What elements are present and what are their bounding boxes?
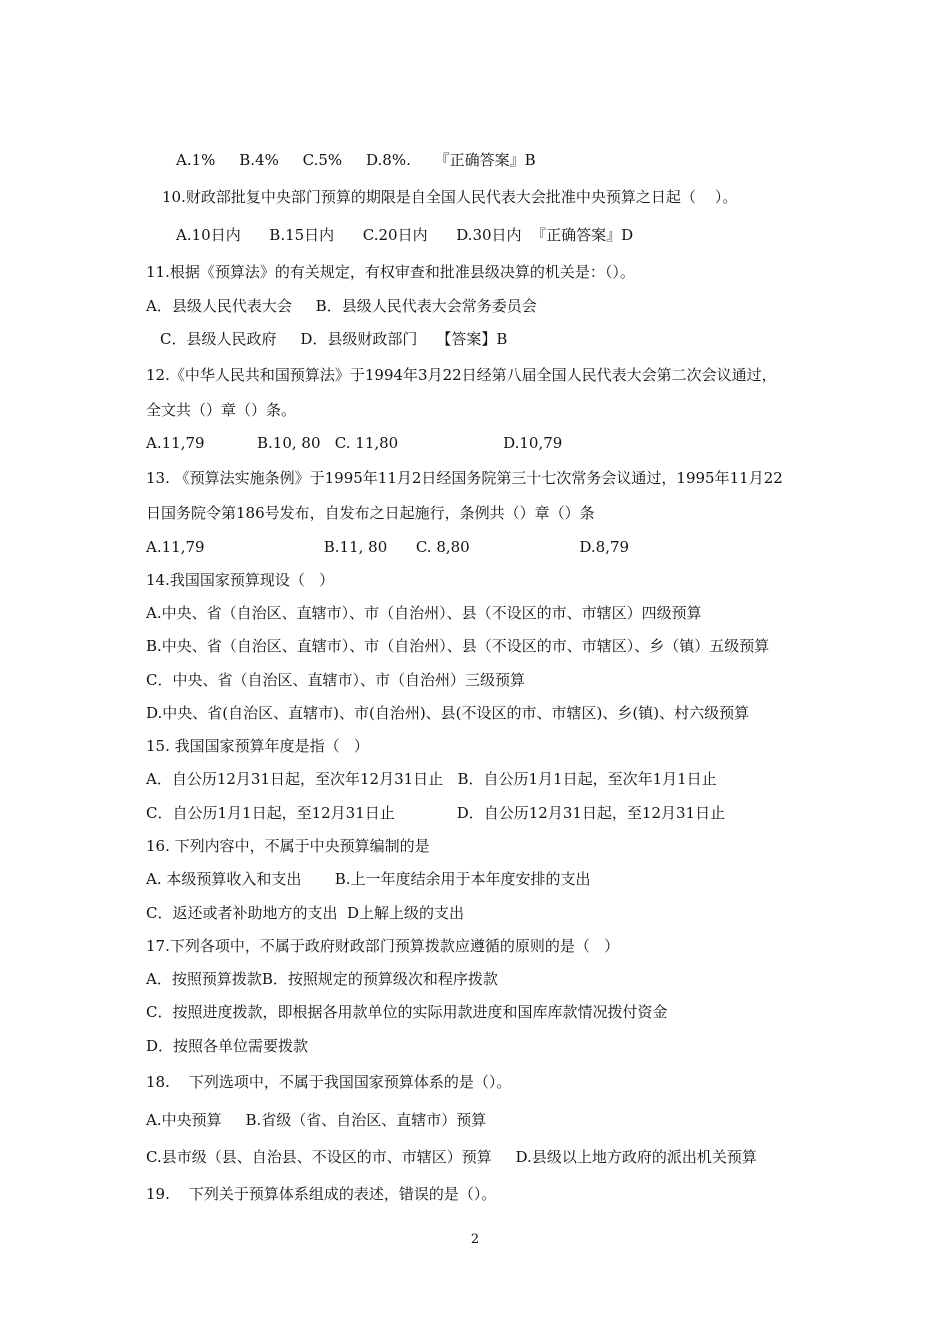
q14-option-a: A.中央、省（自治区、直辖市）、市（自治州）、县（不设区的市、市辖区）四级预算 [146,604,702,622]
q19-question-line: 19. 下列关于预算体系组成的表述，错误的是（）。 [146,1185,497,1203]
q9-options-line: A.1% B.4% C.5% D.8%. 『正确答案』B [176,151,536,169]
q16-question-line: 16. 下列内容中，不属于中央预算编制的是 [146,837,430,855]
q17-option-a-b: A．按照预算拨款B．按照规定的预算级次和程序拨款 [146,970,498,988]
q11-question-line: 11.根据《预算法》的有关规定，有权审查和批准县级决算的机关是：（）。 [146,263,635,281]
q18-options-line-1: A.中央预算 B.省级（省、自治区、直辖市）预算 [146,1111,487,1129]
q17-option-c: C．按照进度拨款，即根据各用款单位的实际用款进度和国库库款情况拨付资金 [146,1003,668,1021]
q11-options-line-1: A．县级人民代表大会 B．县级人民代表大会常务委员会 [146,297,537,315]
q15-options-line-1: A．自公历12月31日起，至次年12月31日止 B．自公历1月1日起，至次年1月1日止 [146,770,717,788]
q12-options-line: A.11,79 B.10, 80 C. 11,80 D.10,79 [146,434,563,452]
q18-question-line: 18. 下列选项中，不属于我国国家预算体系的是（）。 [146,1073,512,1091]
q14-option-d: D.中央、省(自治区、直辖市)、市(自治州)、县(不设区的市、市辖区)、乡(镇)、村六级预算 [146,704,750,722]
q17-option-d: D．按照各单位需要拨款 [146,1037,309,1055]
q15-options-line-2: C．自公历1月1日起，至12月31日止 D．自公历12月31日起，至12月31日止 [146,804,726,822]
page-number: 2 [470,1232,480,1247]
q10-options-line: A.10日内 B.15日内 C.20日内 D.30日内 『正确答案』D [176,226,634,244]
q17-question-line: 17.下列各项中，不属于政府财政部门预算拨款应遵循的原则的是（ ） [146,937,620,955]
q12-question-line-2: 全文共（）章（）条。 [146,401,297,419]
q14-option-b: B.中央、省（自治区、直辖市）、市（自治州）、县（不设区的市、市辖区）、乡（镇）五级预算 [146,637,770,655]
q18-options-line-2: C.县市级（县、自治县、不设区的市、市辖区）预算 D.县级以上地方政府的派出机关预算 [146,1148,757,1166]
q13-question-line-2: 日国务院令第186号发布，自发布之日起施行，条例共（）章（）条 [146,504,595,522]
q12-question-line-1: 12.《中华人民共和国预算法》于1994年3月22日经第八届全国人民代表大会第二次会议通过， [146,366,777,384]
q15-question-line: 15. 我国国家预算年度是指（ ） [146,737,369,755]
q14-option-c: C．中央、省（自治区、直辖市）、市（自治州）三级预算 [146,671,525,689]
q16-options-line-2: C．返还或者补助地方的支出 D上解上级的支出 [146,904,465,922]
q13-question-line-1: 13. 《预算法实施条例》于1995年11月2日经国务院第三十七次常务会议通过，1995年11月22 [146,469,783,487]
q16-options-line-1: A. 本级预算收入和支出 B.上一年度结余用于本年度安排的支出 [146,870,591,888]
q11-options-line-2: C．县级人民政府 D．县级财政部门 【答案】B [160,330,508,348]
q10-question-line: 10.财政部批复中央部门预算的期限是自全国人民代表大会批准中央预算之日起（ ）。 [162,188,738,206]
q14-question-line: 14.我国国家预算现设（ ） [146,571,335,589]
q13-options-line: A.11,79 B.11, 80 C. 8,80 D.8,79 [146,538,630,556]
